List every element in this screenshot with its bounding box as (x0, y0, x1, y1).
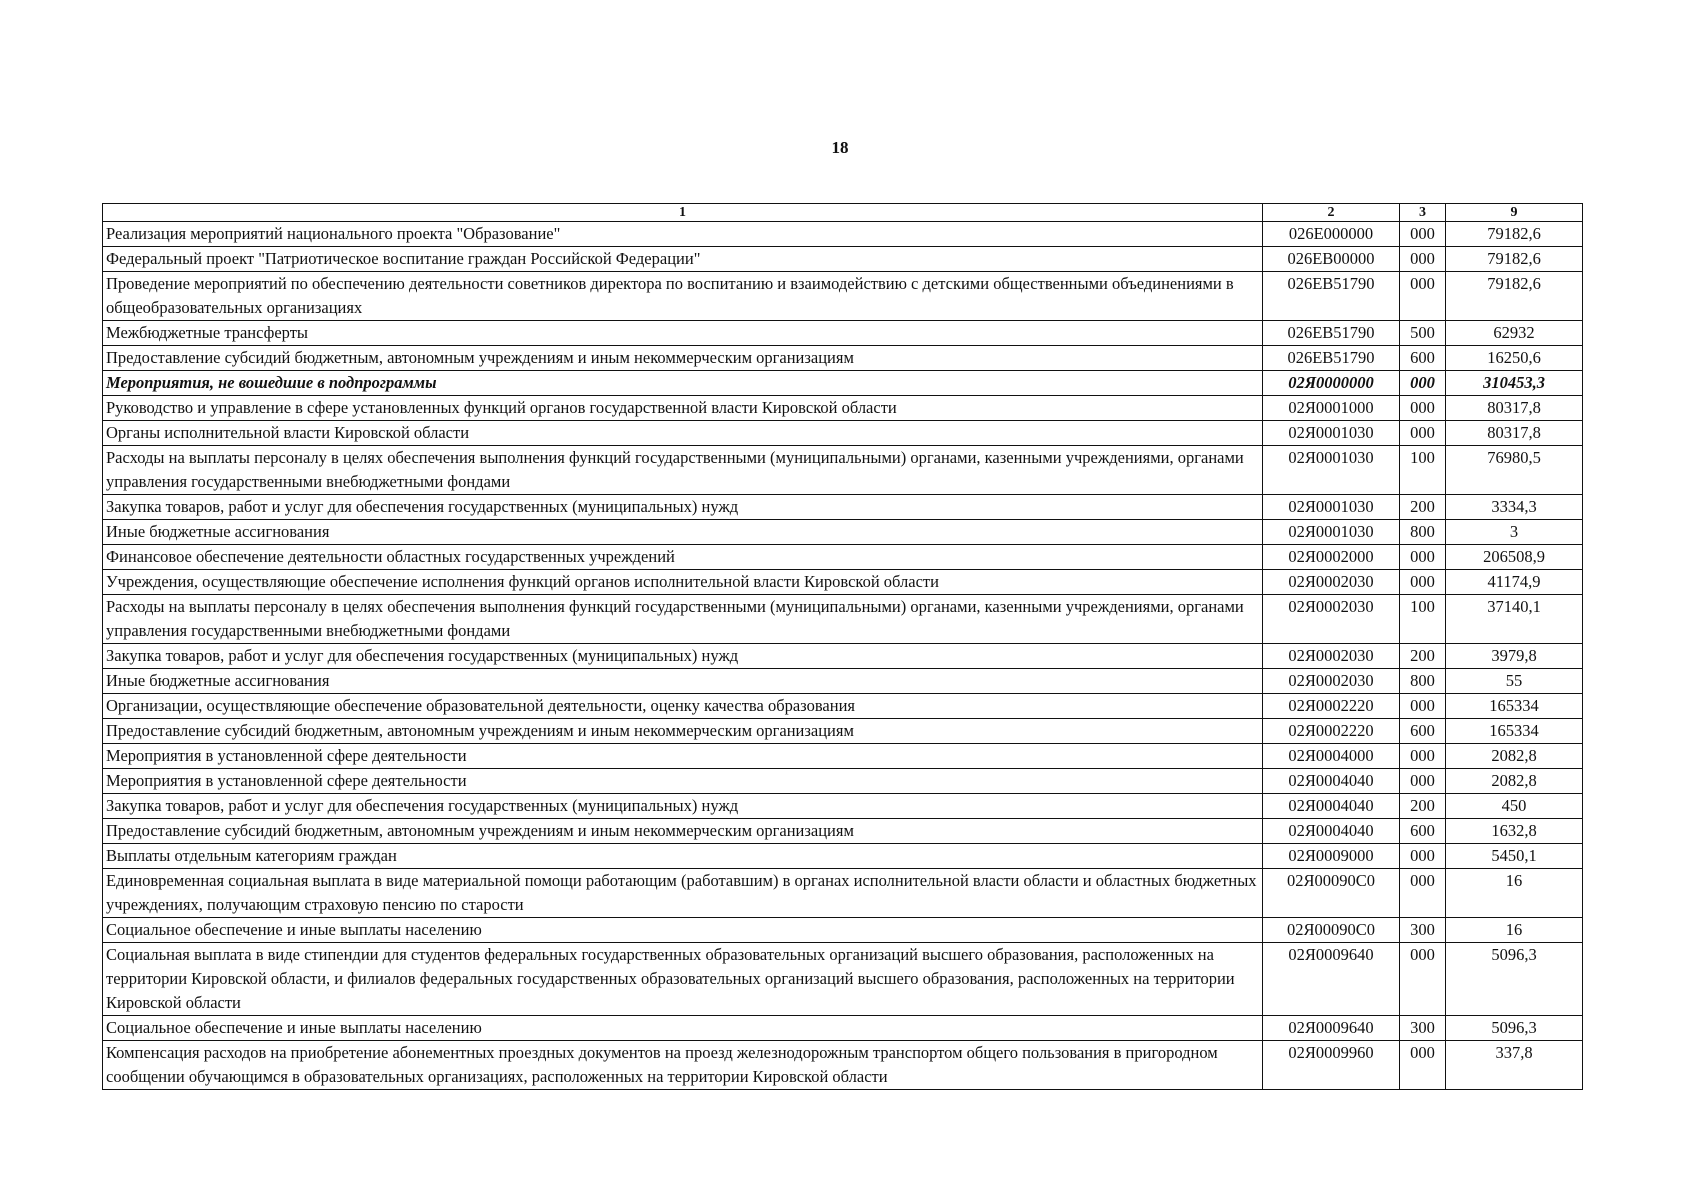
row-name: Органы исполнительной власти Кировской области (103, 421, 1263, 446)
row-sum: 79182,6 (1446, 272, 1583, 321)
row-name: Социальное обеспечение и иные выплаты населению (103, 918, 1263, 943)
row-name: Предоставление субсидий бюджетным, автономным учреждениям и иным некоммерческим организациям (103, 819, 1263, 844)
table-row (103, 769, 1583, 794)
row-expense-type: 000 (1400, 694, 1446, 719)
row-code: 026EB51790 (1263, 321, 1400, 346)
row-code: 02Я0001030 (1263, 446, 1400, 495)
table-row (103, 321, 1583, 346)
row-code: 02Я0009960 (1263, 1041, 1400, 1090)
row-sum: 3 (1446, 520, 1583, 545)
row-name: Федеральный проект "Патриотическое воспитание граждан Российской Федерации" (103, 247, 1263, 272)
row-sum: 3334,3 (1446, 495, 1583, 520)
table-body (103, 222, 1583, 1090)
table-row (103, 819, 1583, 844)
row-expense-type: 800 (1400, 669, 1446, 694)
row-sum: 2082,8 (1446, 744, 1583, 769)
table-row (103, 869, 1583, 918)
row-code: 02Я0009640 (1263, 1016, 1400, 1041)
row-sum: 3979,8 (1446, 644, 1583, 669)
table-row (103, 520, 1583, 545)
row-expense-type: 000 (1400, 769, 1446, 794)
row-code: 02Я0004040 (1263, 794, 1400, 819)
row-name: Финансовое обеспечение деятельности областных государственных учреждений (103, 545, 1263, 570)
row-name: Закупка товаров, работ и услуг для обеспечения государственных (муниципальных) нужд (103, 644, 1263, 669)
row-name: Иные бюджетные ассигнования (103, 520, 1263, 545)
row-name: Социальная выплата в виде стипендии для студентов федеральных государственных образовательных организаций высшего образования, расположенных на территории Кировской области, и филиалов федеральных государственных образовательных организаций высшего образования, расположенных на территории Кировской области (103, 943, 1263, 1016)
row-name: Предоставление субсидий бюджетным, автономным учреждениям и иным некоммерческим организациям (103, 719, 1263, 744)
row-expense-type: 000 (1400, 744, 1446, 769)
row-sum: 5450,1 (1446, 844, 1583, 869)
table-row (103, 918, 1583, 943)
row-code: 02Я0004000 (1263, 744, 1400, 769)
row-expense-type: 000 (1400, 222, 1446, 247)
table-row (103, 570, 1583, 595)
row-code: 02Я00090С0 (1263, 869, 1400, 918)
table-row (103, 719, 1583, 744)
row-code: 02Я0004040 (1263, 769, 1400, 794)
row-expense-type: 000 (1400, 247, 1446, 272)
row-expense-type: 000 (1400, 421, 1446, 446)
table-row (103, 222, 1583, 247)
row-sum: 41174,9 (1446, 570, 1583, 595)
row-sum: 5096,3 (1446, 943, 1583, 1016)
row-code: 02Я0002220 (1263, 694, 1400, 719)
row-sum: 16250,6 (1446, 346, 1583, 371)
header-col-type: 3 (1400, 204, 1446, 222)
row-code: 02Я00090С0 (1263, 918, 1400, 943)
row-name: Межбюджетные трансферты (103, 321, 1263, 346)
table-row (103, 1041, 1583, 1090)
row-sum: 79182,6 (1446, 222, 1583, 247)
row-name: Расходы на выплаты персоналу в целях обеспечения выполнения функций государственными (муниципальными) органами, казенными учреждениями, органами управления государственными внебюджетными фондами (103, 595, 1263, 644)
row-expense-type: 200 (1400, 644, 1446, 669)
table-row (103, 595, 1583, 644)
row-code: 026EB00000 (1263, 247, 1400, 272)
row-sum: 79182,6 (1446, 247, 1583, 272)
row-name: Руководство и управление в сфере установленных функций органов государственной власти Кировской области (103, 396, 1263, 421)
row-code: 02Я0002030 (1263, 595, 1400, 644)
row-sum: 62932 (1446, 321, 1583, 346)
row-expense-type: 200 (1400, 794, 1446, 819)
table-row (103, 396, 1583, 421)
row-expense-type: 000 (1400, 844, 1446, 869)
row-expense-type: 000 (1400, 943, 1446, 1016)
row-name: Мероприятия в установленной сфере деятельности (103, 769, 1263, 794)
row-expense-type: 300 (1400, 1016, 1446, 1041)
row-name: Выплаты отдельным категориям граждан (103, 844, 1263, 869)
table-row (103, 644, 1583, 669)
budget-table (102, 203, 1583, 1090)
row-sum: 55 (1446, 669, 1583, 694)
row-name: Мероприятия, не вошедшие в подпрограммы (103, 371, 1263, 396)
row-sum: 80317,8 (1446, 396, 1583, 421)
row-expense-type: 600 (1400, 719, 1446, 744)
row-code: 02Я0001030 (1263, 495, 1400, 520)
table-row (103, 1016, 1583, 1041)
row-code: 02Я0002220 (1263, 719, 1400, 744)
header-col-sum: 9 (1446, 204, 1583, 222)
row-sum: 165334 (1446, 694, 1583, 719)
table-row (103, 694, 1583, 719)
row-sum: 1632,8 (1446, 819, 1583, 844)
row-sum: 165334 (1446, 719, 1583, 744)
row-sum: 450 (1446, 794, 1583, 819)
row-expense-type: 000 (1400, 1041, 1446, 1090)
row-expense-type: 100 (1400, 446, 1446, 495)
table-row (103, 421, 1583, 446)
row-expense-type: 200 (1400, 495, 1446, 520)
row-sum: 16 (1446, 918, 1583, 943)
row-name: Реализация мероприятий национального проекта "Образование" (103, 222, 1263, 247)
row-sum: 16 (1446, 869, 1583, 918)
row-sum: 2082,8 (1446, 769, 1583, 794)
row-expense-type: 000 (1400, 869, 1446, 918)
row-name: Закупка товаров, работ и услуг для обеспечения государственных (муниципальных) нужд (103, 495, 1263, 520)
table-row (103, 669, 1583, 694)
row-sum: 206508,9 (1446, 545, 1583, 570)
row-expense-type: 600 (1400, 819, 1446, 844)
header-row (103, 204, 1583, 222)
row-expense-type: 000 (1400, 272, 1446, 321)
row-expense-type: 500 (1400, 321, 1446, 346)
row-code: 02Я0002030 (1263, 570, 1400, 595)
row-code: 026EB51790 (1263, 346, 1400, 371)
row-code: 02Я0001030 (1263, 520, 1400, 545)
row-code: 02Я0001000 (1263, 396, 1400, 421)
row-code: 02Я0002000 (1263, 545, 1400, 570)
row-code: 02Я0002030 (1263, 669, 1400, 694)
row-name: Учреждения, осуществляющие обеспечение исполнения функций органов исполнительной власти Кировской области (103, 570, 1263, 595)
row-name: Закупка товаров, работ и услуг для обеспечения государственных (муниципальных) нужд (103, 794, 1263, 819)
row-code: 02Я0009000 (1263, 844, 1400, 869)
row-expense-type: 000 (1400, 545, 1446, 570)
page-number: 18 (831, 138, 849, 157)
header-col-name: 1 (103, 204, 1263, 222)
row-sum: 37140,1 (1446, 595, 1583, 644)
table-row (103, 545, 1583, 570)
row-expense-type: 100 (1400, 595, 1446, 644)
row-code: 02Я0009640 (1263, 943, 1400, 1016)
table-row (103, 943, 1583, 1016)
table-row (103, 247, 1583, 272)
table-row (103, 446, 1583, 495)
row-name: Проведение мероприятий по обеспечению деятельности советников директора по воспитанию и взаимодействию с детскими общественными объединениями в общеобразовательных организациях (103, 272, 1263, 321)
row-sum: 80317,8 (1446, 421, 1583, 446)
row-code: 02Я0004040 (1263, 819, 1400, 844)
row-name: Иные бюджетные ассигнования (103, 669, 1263, 694)
row-name: Компенсация расходов на приобретение абонементных проездных документов на проезд железнодорожным транспортом общего пользования в пригородном сообщении обучающимся в образовательных организациях, расположенных на территории Кировской области (103, 1041, 1263, 1090)
header-col-code: 2 (1263, 204, 1400, 222)
table-row (103, 744, 1583, 769)
row-name: Социальное обеспечение и иные выплаты населению (103, 1016, 1263, 1041)
row-expense-type: 300 (1400, 918, 1446, 943)
row-code: 02Я0001030 (1263, 421, 1400, 446)
row-expense-type: 600 (1400, 346, 1446, 371)
row-sum: 310453,3 (1446, 371, 1583, 396)
table-row (103, 844, 1583, 869)
row-code: 02Я0002030 (1263, 644, 1400, 669)
row-name: Единовременная социальная выплата в виде материальной помощи работающим (работавшим) в органах исполнительной власти области и областных бюджетных учреждениях, получающим страховую пенсию по старости (103, 869, 1263, 918)
table-row (103, 371, 1583, 396)
row-sum: 337,8 (1446, 1041, 1583, 1090)
row-sum: 5096,3 (1446, 1016, 1583, 1041)
row-expense-type: 800 (1400, 520, 1446, 545)
table-row (103, 495, 1583, 520)
row-code: 026EB51790 (1263, 272, 1400, 321)
row-name: Предоставление субсидий бюджетным, автономным учреждениям и иным некоммерческим организациям (103, 346, 1263, 371)
table-row (103, 346, 1583, 371)
row-expense-type: 000 (1400, 396, 1446, 421)
row-name: Мероприятия в установленной сфере деятельности (103, 744, 1263, 769)
row-code: 02Я0000000 (1263, 371, 1400, 396)
row-expense-type: 000 (1400, 371, 1446, 396)
table-row (103, 272, 1583, 321)
row-expense-type: 000 (1400, 570, 1446, 595)
row-code: 026E000000 (1263, 222, 1400, 247)
row-sum: 76980,5 (1446, 446, 1583, 495)
row-name: Организации, осуществляющие обеспечение образовательной деятельности, оценку качества образования (103, 694, 1263, 719)
row-name: Расходы на выплаты персоналу в целях обеспечения выполнения функций государственными (муниципальными) органами, казенными учреждениями, органами управления государственными внебюджетными фондами (103, 446, 1263, 495)
table-row (103, 794, 1583, 819)
